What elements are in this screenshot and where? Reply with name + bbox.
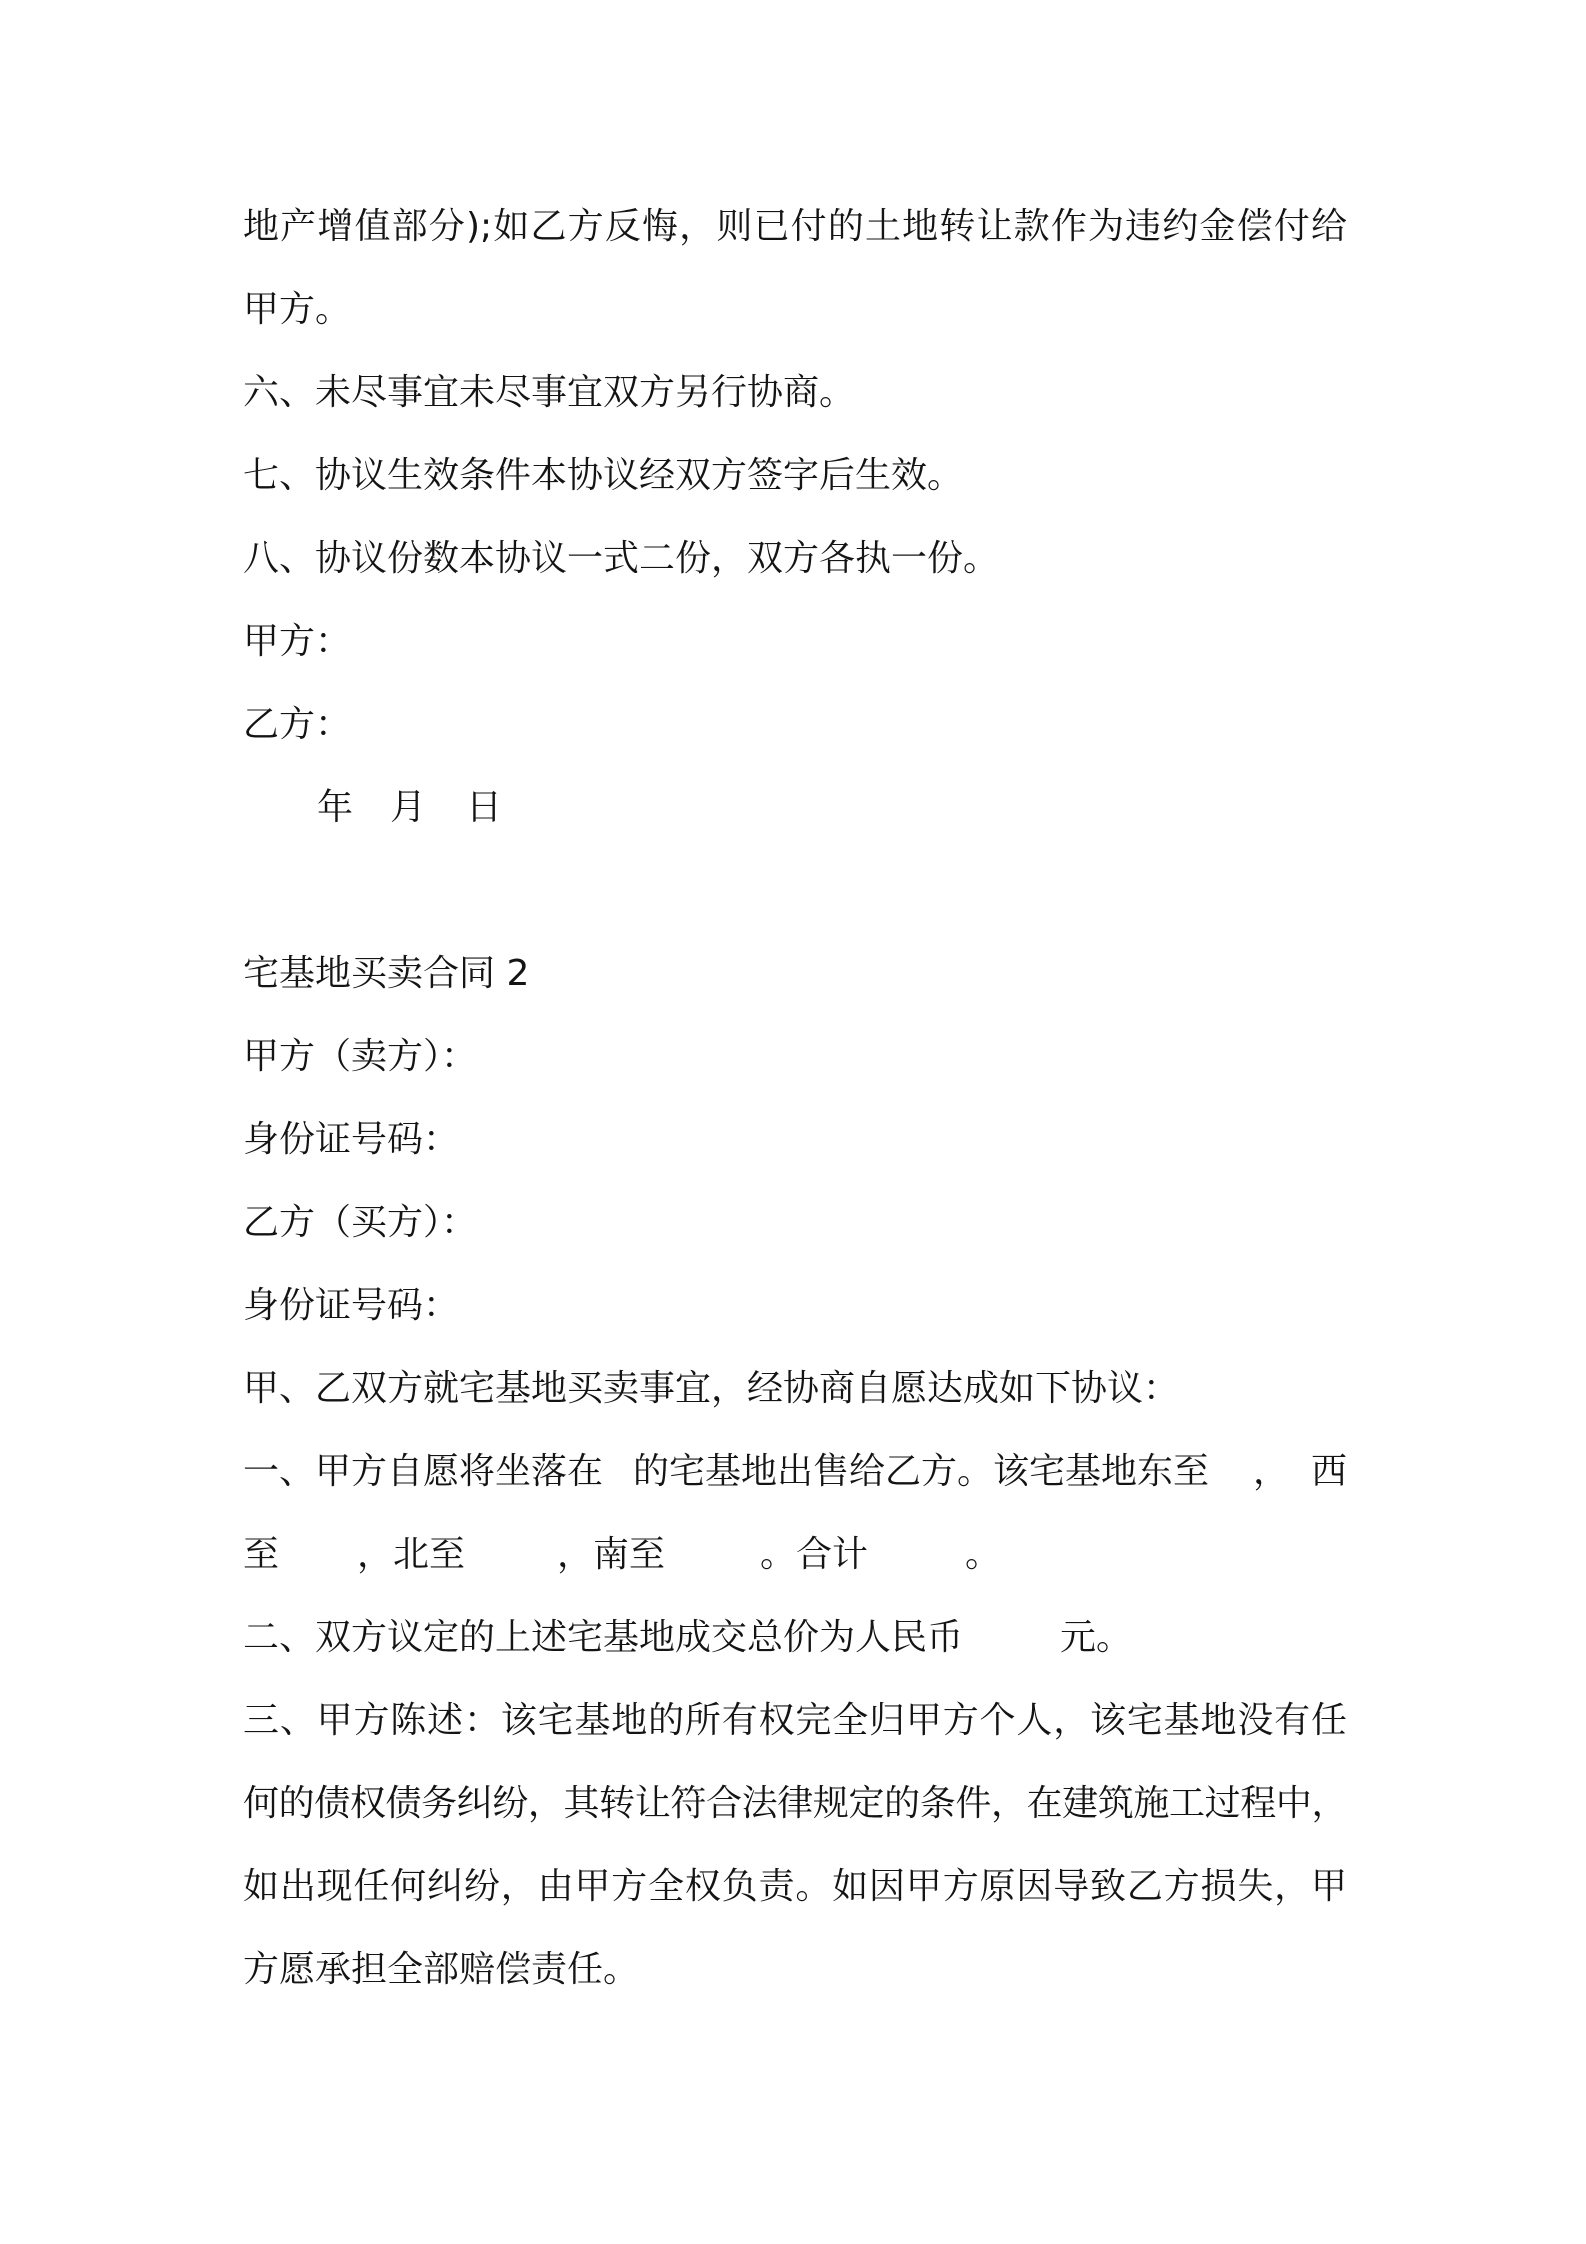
clause-1-location: 一、甲方自愿将坐落在 bbox=[243, 1451, 604, 1492]
clause-1-total: 。合计 bbox=[760, 1534, 869, 1575]
clause-1-end: 。 bbox=[965, 1534, 1002, 1575]
clause-1-sale-text: 的宅基地出售给乙方。该宅基地东至 bbox=[633, 1451, 1210, 1492]
clause-3-line: 方愿承担全部赔偿责任。 bbox=[243, 1949, 640, 1990]
signature-party-b: 乙方： bbox=[243, 704, 352, 745]
document-body bbox=[243, 185, 1347, 2011]
paragraph-line: 甲方。 bbox=[243, 289, 352, 330]
clause-2-text: 二、双方议定的上述宅基地成交总价为人民币 bbox=[243, 1617, 964, 1658]
clause-1-east-comma: ， bbox=[1253, 1451, 1290, 1492]
date-day: 日 bbox=[466, 787, 503, 828]
date-year: 年 bbox=[317, 787, 354, 828]
clause-1-north: ，北至 bbox=[357, 1534, 466, 1575]
clause-1-line-1 bbox=[243, 1430, 1347, 1513]
clause-1-south: ，南至 bbox=[557, 1534, 666, 1575]
section-spacer bbox=[243, 849, 1347, 932]
signature-party-a: 甲方： bbox=[243, 621, 352, 662]
clause-8: 八、协议份数本协议一式二份，双方各执一份。 bbox=[243, 538, 1000, 579]
clause-2 bbox=[243, 1596, 1347, 1679]
contract-preamble: 甲、乙双方就宅基地买卖事宜，经协商自愿达成如下协议： bbox=[243, 1368, 1180, 1409]
paragraph-line: 地产增值部分);如乙方反悔，则已付的土地转让款作为违约金偿付给 bbox=[243, 206, 1347, 247]
seller-field: 甲方（卖方）： bbox=[243, 1036, 478, 1077]
clause-6: 六、未尽事宜未尽事宜双方另行协商。 bbox=[243, 372, 856, 413]
clause-1-west-end: 至 bbox=[243, 1534, 280, 1575]
buyer-field: 乙方（买方）： bbox=[243, 1202, 478, 1243]
clause-3-line: 何的债权债务纠纷，其转让符合法律规定的条件，在建筑施工过程中， bbox=[243, 1783, 1347, 1824]
clause-1-line-2 bbox=[243, 1513, 1347, 1596]
clause-2-unit: 元。 bbox=[1060, 1617, 1133, 1658]
contract-title: 宅基地买卖合同 2 bbox=[243, 953, 530, 994]
date-month: 月 bbox=[390, 787, 427, 828]
clause-3-line: 三、甲方陈述：该宅基地的所有权完全归甲方个人，该宅基地没有任 bbox=[243, 1700, 1347, 1741]
clause-3-line: 如出现任何纠纷，由甲方全权负责。如因甲方原因导致乙方损失，甲 bbox=[243, 1866, 1347, 1907]
seller-id-field: 身份证号码： bbox=[243, 1119, 460, 1160]
clause-7: 七、协议生效条件本协议经双方签字后生效。 bbox=[243, 455, 964, 496]
buyer-id-field: 身份证号码： bbox=[243, 1285, 460, 1326]
clause-1-west-start: 西 bbox=[1311, 1451, 1348, 1492]
signature-date bbox=[243, 766, 1347, 849]
